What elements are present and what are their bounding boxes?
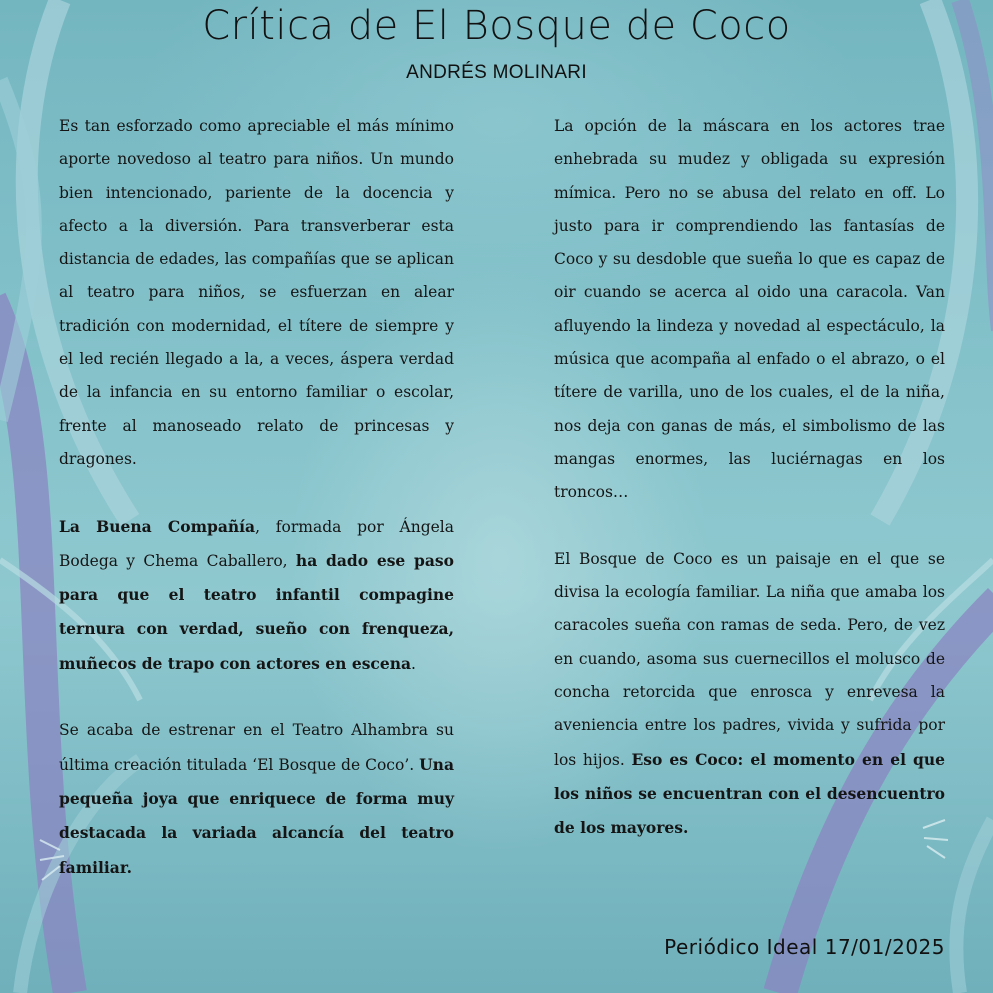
right-paragraph-2 bbox=[554, 543, 945, 846]
branch-right-lower bbox=[956, 820, 993, 993]
bold-statement: Una pequeña joya que enriquece de forma muy destacada la variada alcancía del teatro familiar. bbox=[59, 754, 454, 877]
left-paragraph-1: Es tan esforzado como apreciable el más mínimo aporte novedoso al teatro para niños. Un mundo bien intencionado, pariente de la docencia y afecto a la diversión. Para transverberar esta distancia de edades, las compañías que se aplican al teatro para niños, se esfuerzan en alear tradición con modernidad, el títere de siempre y el led recién llegado a la, a veces, áspera verdad de la infancia en su entorno familiar o escolar, frente al manoseado relato de princesas y dragones. bbox=[59, 117, 454, 468]
company-name: La Buena Compañía bbox=[59, 516, 256, 536]
source-footer: Periódico Ideal 17/01/2025 bbox=[664, 935, 945, 959]
bold-statement: ha dado ese paso para que el teatro infantil compagine ternura con verdad, sueño con frenqueza, muñecos de trapo con actores en escena bbox=[59, 550, 454, 673]
author-name: ANDRÉS MOLINARI bbox=[406, 62, 587, 83]
bold-statement: Eso es Coco: el momento en el que los niños se encuentran con el desencuentro de los mayores. bbox=[554, 749, 946, 838]
text-span: . bbox=[411, 654, 416, 673]
text-span: El Bosque de Coco es un paisaje en el que se divisa la ecología familiar. La niña que amaba los caracoles sueña con ramas de seda. Pero, de vez en cuando, asoma sus cuernecillos el molusco de concha retorcida que enrosca y enrevesa la aveniencia entre los padres, vivida y sufrida por los hijos. bbox=[554, 549, 945, 769]
left-column bbox=[59, 110, 454, 918]
left-paragraph-2 bbox=[59, 510, 454, 681]
page-title: Crítica de El Bosque de Coco bbox=[202, 3, 791, 49]
right-column bbox=[554, 110, 945, 879]
right-paragraph-1: La opción de la máscara en los actores trae enhebrada su mudez y obligada su expresión mímica. Pero no se abusa del relato en off. Lo justo para ir comprendiendo las fantasías de Coco y su desdoble que sueña lo que es capaz de oir cuando se acerca al oido una caracola. Van afluyendo la lindeza y novedad al espectáculo, la música que acompaña al enfado o el abrazo, o el títere de varilla, uno de los cuales, el de la niña, nos deja con ganas de más, el simbolismo de las mangas enormes, las luciérnagas en los troncos… bbox=[554, 117, 945, 502]
text-span: Se acaba de estrenar en el Teatro Alhambra su última creación titulada ‘El Bosque de Coco’. bbox=[59, 721, 454, 774]
text-span: , formada por Ángela Bodega y Chema Caballero, bbox=[59, 517, 454, 570]
left-paragraph-3 bbox=[59, 714, 454, 884]
